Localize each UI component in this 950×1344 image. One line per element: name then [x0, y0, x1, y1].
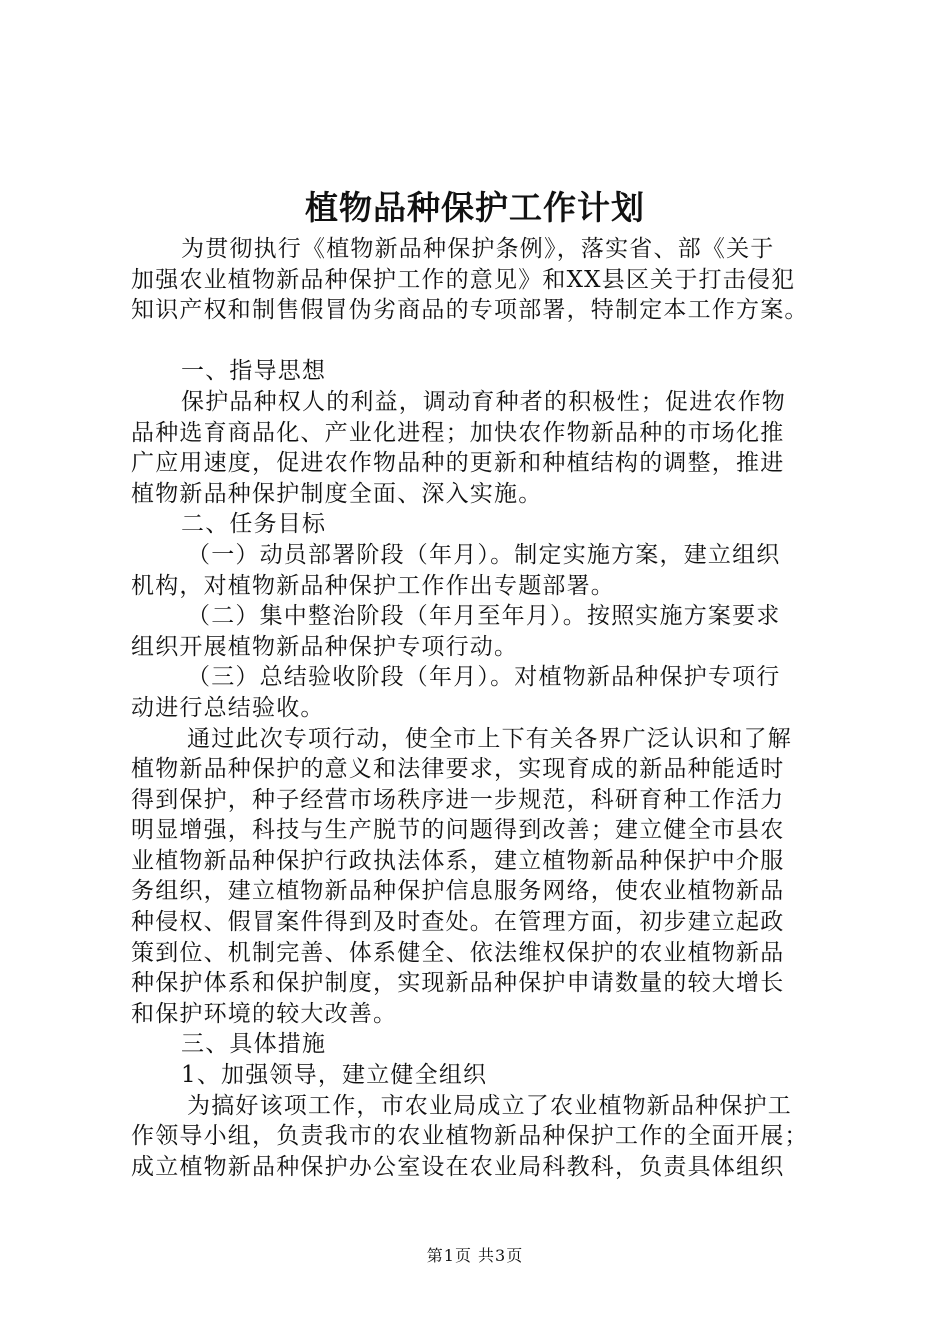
paragraph-line: 知识产权和制售假冒伪劣商品的专项部署，特制定本工作方案。 [131, 297, 809, 324]
paragraph-line: 务组织，建立植物新品种保护信息服务网络，使农业植物新品 [131, 878, 785, 905]
paragraph-line: 业植物新品种保护行政执法体系，建立植物新品种保护中介服 [131, 847, 785, 874]
page-footer: 第1页 共3页 [426, 1246, 524, 1265]
paragraph-line: 种侵权、假冒案件得到及时查处。在管理方面，初步建立起政 [131, 909, 785, 936]
paragraph-line: 通过此次专项行动，使全市上下有关各界广泛认识和了解 [187, 725, 792, 752]
paragraph-line: （三）总结验收阶段（年月）。对植物新品种保护专项行 [187, 664, 781, 691]
paragraph-line: 和保护环境的较大改善。 [131, 1000, 398, 1027]
paragraph-line: 成立植物新品种保护办公室设在农业局科教科，负责具体组织 [131, 1153, 785, 1180]
document-body [131, 234, 841, 1182]
section-heading: 二、任务目标 [181, 511, 327, 538]
paragraph-line: 品种选育商品化、产业化进程；加快农作物新品种的市场化推 [131, 419, 785, 446]
blank-line [131, 326, 841, 357]
paragraph-line: 植物新品种保护的意义和法律要求，实现育成的新品种能适时 [131, 756, 785, 783]
paragraph-line: 种保护体系和保护制度，实现新品种保护申请数量的较大增长 [131, 970, 785, 997]
paragraph-line: 保护品种权人的利益，调动育种者的积极性；促进农作物 [181, 388, 786, 415]
paragraph-line: 策到位、机制完善、体系健全、依法维权保护的农业植物新品 [131, 939, 785, 966]
paragraph-line: 为搞好该项工作，市农业局成立了农业植物新品种保护工 [187, 1092, 792, 1119]
section-heading: 三、具体措施 [181, 1031, 327, 1058]
document-title: 植物品种保护工作计划 [305, 188, 645, 227]
paragraph-line: 作领导小组，负责我市的农业植物新品种保护工作的全面开展； [131, 1123, 809, 1150]
paragraph-line: 组织开展植物新品种保护专项行动。 [131, 633, 519, 660]
paragraph-line: 广应用速度，促进农作物品种的更新和种植结构的调整，推进 [131, 450, 785, 477]
paragraph-line: 明显增强，科技与生产脱节的问题得到改善；建立健全市县农 [131, 817, 785, 844]
paragraph-line: 为贯彻执行《植物新品种保护条例》，落实省、部《关于 [181, 236, 775, 262]
paragraph-line: 动进行总结验收。 [131, 694, 325, 721]
section-heading: 一、指导思想 [181, 358, 327, 385]
paragraph-line: （一）动员部署阶段（年月）。制定实施方案，建立组织 [187, 541, 781, 568]
subsection-heading: 1、加强领导，建立健全组织 [181, 1062, 488, 1089]
paragraph-line: 机构，对植物新品种保护工作作出专题部署。 [131, 572, 615, 599]
paragraph-line: 加强农业植物新品种保护工作的意见》和XX县区关于打击侵犯 [131, 266, 796, 293]
paragraph-line: 植物新品种保护制度全面、深入实施。 [131, 480, 543, 507]
paragraph-line: 得到保护，种子经营市场秩序进一步规范，科研育种工作活力 [131, 786, 785, 813]
paragraph-line: （二）集中整治阶段（年月至年月）。按照实施方案要求 [187, 603, 781, 630]
